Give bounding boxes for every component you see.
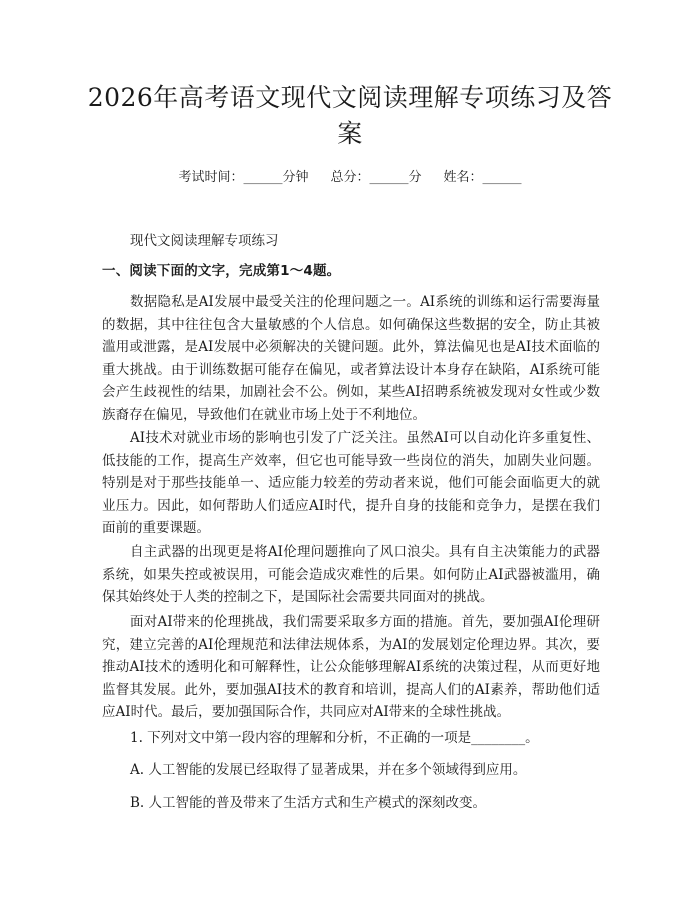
- reading-paragraph-3: 自主武器的出现更是将AI伦理问题推向了风口浪尖。具有自主决策能力的武器系统，如果失控或被误用，可能会造成灾难性的后果。如何防止AI武器被滥用，确保其始终处于人类的控制之下，是国际社会需要共同面对的挑战。: [102, 544, 600, 605]
- question-1-option-b: B. 人工智能的普及带来了生活方式和生产模式的深刻改变。: [130, 795, 487, 811]
- exam-info-line: [0, 168, 700, 188]
- practice-subheading: 现代文阅读理解专项练习: [130, 233, 279, 249]
- document-title: 2026年高考语文现代文阅读理解专项练习及答案: [87, 83, 613, 148]
- reading-paragraph-1: 数据隐私是AI发展中最受关注的伦理问题之一。AI系统的训练和运行需要海量的数据，其中往往包含大量敏感的个人信息。如何确保这些数据的安全，防止其被滥用或泄露，是AI发展中必须解决的关键问题。此外，算法偏见也是AI技术面临的重大挑战。由于训练数据可能存在偏见，或者算法设计本身存在缺陷，AI系统可能会产生歧视性的结果，加剧社会不公。例如，某些AI招聘系统被发现对女性或少数族裔存在偏见，导致他们在就业市场上处于不利地位。: [102, 294, 600, 423]
- student-name-field: 姓名：______: [443, 170, 522, 185]
- reading-paragraph-2: AI技术对就业市场的影响也引发了广泛关注。虽然AI可以自动化许多重复性、低技能的工作，提高生产效率，但它也可能导致一些岗位的消失，加剧失业问题。特别是对于那些技能单一、适应能力较差的劳动者来说，他们可能会面临更大的就业压力。因此，如何帮助人们适应AI时代，提升自身的技能和竞争力，是摆在我们面前的重要课题。: [102, 430, 600, 536]
- question-1-option-a: A. 人工智能的发展已经取得了显著成果，并在多个领域得到应用。: [130, 762, 527, 778]
- exam-time-field: 考试时间：______分钟: [178, 170, 309, 185]
- reading-paragraph-4: 面对AI带来的伦理挑战，我们需要采取多方面的措施。首先，要加强AI伦理研究，建立完善的AI伦理规范和法律法规体系，为AI的发展划定伦理边界。其次，要推动AI技术的透明化和可解释性，让公众能够理解AI系统的决策过程，从而更好地监督其发展。此外，要加强AI技术的教育和培训，提高人们的AI素养，帮助他们适应AI时代。最后，要加强国际合作，共同应对AI带来的全球性挑战。: [102, 614, 600, 720]
- section-heading: 一、阅读下面的文字，完成第1～4题。: [102, 263, 341, 279]
- question-1-stem: 1. 下列对文中第一段内容的理解和分析，不正确的一项是________。: [130, 730, 539, 746]
- total-score-field: 总分：______分: [330, 170, 422, 185]
